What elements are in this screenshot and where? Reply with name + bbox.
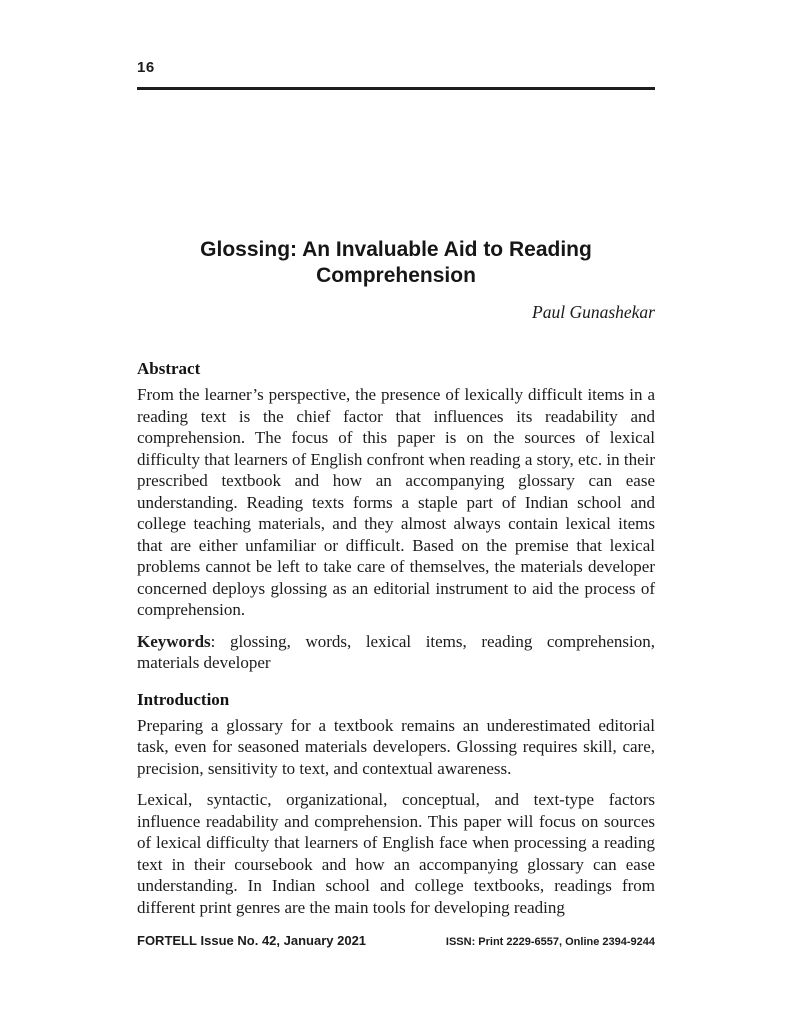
introduction-paragraph-1: Preparing a glossary for a textbook remains an underestimated editorial task, even for seasoned materials developers. Glossing requires skill, care, precision, sensitivity to text, and contextual awareness. xyxy=(137,715,655,778)
keywords-label: Keywords xyxy=(137,631,211,651)
footer-journal-issue xyxy=(137,933,366,948)
footer-journal-name: FORTELL xyxy=(137,933,197,948)
abstract-paragraph: From the learner’s perspective, the presence of lexically difficult items in a reading text is the chief factor that influences its readability and comprehension. The focus of this paper is on the sources of lexical difficulty that learners of English confront when reading a story, etc. in their prescribed textbook and how an accompanying glossary can ease understanding. Reading texts forms a staple part of Indian school and college teaching materials, and they almost always contain lexical items that are either unfamiliar or difficult. Based on the premise that lexical problems cannot be left to take care of themselves, the materials developer concerned deploys glossing as an editorial instrument to aid the process of comprehension. xyxy=(137,385,655,619)
author-byline: Paul Gunashekar xyxy=(532,302,655,322)
page-footer xyxy=(137,933,655,948)
introduction-section xyxy=(137,715,655,919)
footer-issn: ISSN: Print 2229-6557, Online 2394-9244 xyxy=(445,936,655,948)
keywords-text: : glossing, words, lexical items, reading comprehension, materials developer xyxy=(137,631,655,672)
introduction-paragraph-2: Lexical, syntactic, organizational, conceptual, and text-type factors influence readability and comprehension. This paper will focus on sources of lexical difficulty that learners of English face when processing a reading text in their coursebook and how an accompanying glossary can ease understanding. In Indian school and college textbooks, readings from different print genres are the main tools for developing reading xyxy=(137,790,655,917)
abstract-section xyxy=(137,384,655,674)
article-title: Glossing: An Invaluable Aid to Reading Comprehension xyxy=(200,238,592,287)
introduction-heading: Introduction xyxy=(137,689,230,709)
keywords-line xyxy=(137,631,655,674)
page-content xyxy=(137,0,655,928)
footer-issue-text: Issue No. 42, January 2021 xyxy=(196,933,367,948)
page-number: 16 xyxy=(137,59,155,76)
header-rule xyxy=(137,87,655,90)
abstract-heading: Abstract xyxy=(137,359,201,378)
